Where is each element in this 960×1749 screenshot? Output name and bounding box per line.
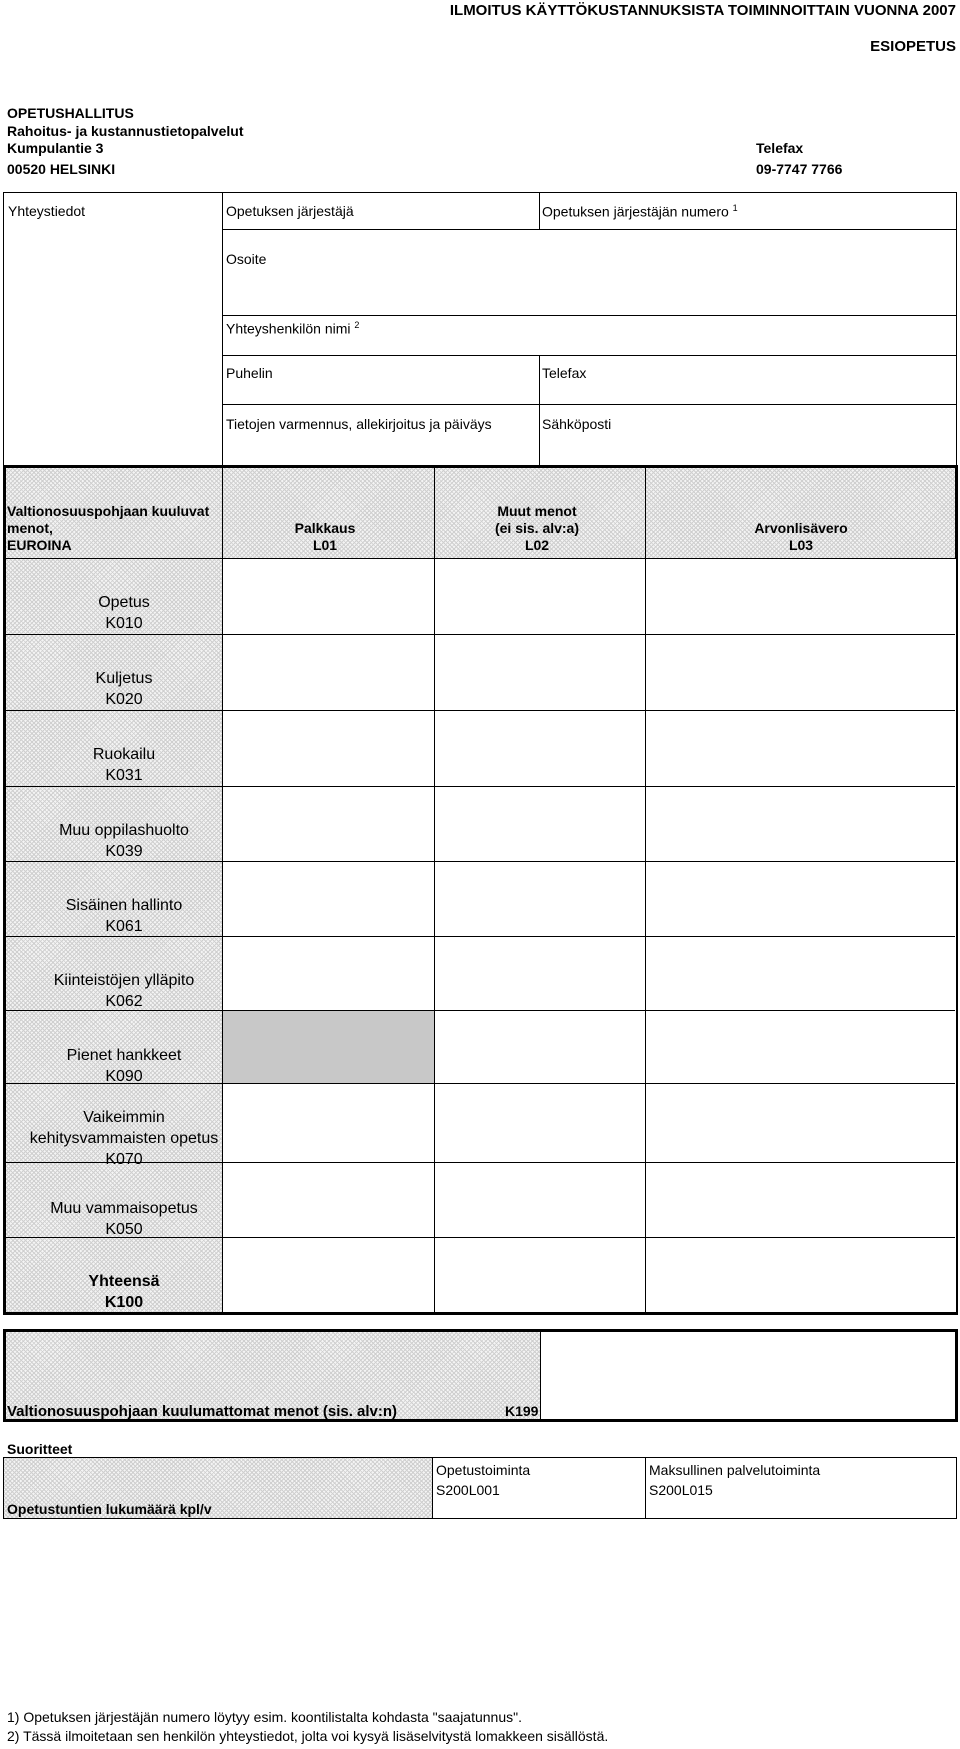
contact-person-field[interactable] [226, 320, 359, 337]
row-vammaisopetus-code: K050 [105, 1221, 143, 1238]
row-yhteensa-code: K100 [104, 1294, 144, 1311]
row-ruokailu-code: K031 [105, 767, 143, 784]
organizer-number-label: Opetuksen järjestäjän numero [542, 203, 729, 220]
row-hallinto [4, 895, 244, 937]
costs-row-header-line3: EUROINA [7, 537, 72, 553]
row-pienet-hankkeet [4, 1045, 244, 1087]
row-opetus-label: Opetus [98, 594, 150, 611]
performance-col-opetustoiminta-code: S200L001 [436, 1482, 500, 1498]
row-ruokailu [4, 744, 244, 786]
cell-k010-l03[interactable] [646, 559, 955, 634]
row-opetus-code: K010 [105, 615, 143, 632]
row-hallinto-code: K061 [105, 918, 143, 935]
contact-section-label: Yhteystiedot [8, 203, 86, 219]
costs-row-header-line2: menot, [7, 520, 53, 536]
col-header-palkkaus-code: L01 [312, 537, 338, 553]
phone-field[interactable]: Puhelin [226, 365, 273, 381]
row-opetus [4, 592, 244, 634]
row-oppilashuolto-label: Muu oppilashuolto [59, 822, 189, 839]
recipient-fax-number: 09-7747 7766 [756, 161, 843, 177]
excluded-costs-label: Valtionosuuspohjaan kuulumattomat menot (sis. alv:n) [7, 1403, 398, 1420]
row-kuljetus-code: K020 [105, 691, 143, 708]
recipient-unit: Rahoitus- ja kustannustietopalvelut [7, 123, 244, 139]
form-subtitle: ESIOPETUS [870, 38, 956, 55]
col-header-palkkaus [222, 520, 428, 554]
col-header-muut-menot-label2: (ei sis. alv:a) [494, 520, 580, 536]
form-title: ILMOITUS KÄYTTÖKUSTANNUKSISTA TOIMINNOITTAIN VUONNA 2007 [449, 2, 956, 19]
footnote-ref-2: 2 [354, 320, 360, 330]
col-header-alv-code: L03 [788, 537, 814, 553]
row-pienet-hankkeet-code: K090 [105, 1068, 143, 1085]
row-pienet-hankkeet-label: Pienet hankkeet [66, 1047, 182, 1064]
row-kuljetus [4, 668, 244, 710]
performance-col-opetustoiminta-label: Opetustoiminta [436, 1462, 531, 1478]
row-kehitysvammaiset [4, 1107, 244, 1170]
row-yhteensa [4, 1271, 244, 1313]
recipient-postal: 00520 HELSINKI [7, 161, 116, 177]
col-header-alv [648, 520, 954, 554]
row-kiinteistot-code: K062 [105, 993, 143, 1010]
row-ruokailu-label: Ruokailu [92, 746, 156, 763]
verification-field[interactable]: Tietojen varmennus, allekirjoitus ja päiväys [226, 416, 492, 432]
excluded-costs-code: K199 [505, 1403, 539, 1419]
performance-section-label: Suoritteet [7, 1441, 73, 1457]
footnote-2: 2) Tässä ilmoitetaan sen henkilön yhteystiedot, jolta voi kysyä lisäselvitystä lomakkeen sisällöstä. [7, 1728, 609, 1744]
row-vammaisopetus-label: Muu vammaisopetus [50, 1200, 198, 1217]
performance-col-opetustoiminta[interactable] [436, 1460, 530, 1500]
col-header-palkkaus-label: Palkkaus [294, 520, 356, 536]
footnote-ref-1: 1 [732, 203, 738, 213]
footnote-1: 1) Opetuksen järjestäjän numero löytyy esim. koontilistalta kohdasta "saajatunnus". [7, 1709, 522, 1725]
row-yhteensa-label: Yhteensä [88, 1273, 160, 1290]
performance-col-maksullinen-code: S200L015 [649, 1482, 713, 1498]
row-kiinteistot [4, 970, 244, 1012]
cell-k010-l01[interactable] [223, 559, 434, 634]
col-header-muut-menot-label1: Muut menot [497, 503, 577, 519]
row-kehitysvammaiset-label2: kehitysvammaisten opetus [29, 1130, 219, 1147]
costs-row-header-line1: Valtionosuuspohjaan kuuluvat [7, 503, 210, 519]
excluded-costs-input[interactable] [541, 1332, 955, 1419]
address-field[interactable]: Osoite [226, 251, 267, 267]
organizer-number-field[interactable] [542, 203, 738, 220]
organizer-field[interactable]: Opetuksen järjestäjä [226, 203, 354, 219]
fax-field[interactable]: Telefax [542, 365, 587, 381]
row-hallinto-label: Sisäinen hallinto [65, 897, 183, 914]
performance-col-maksullinen-label: Maksullinen palvelutoiminta [649, 1462, 821, 1478]
row-kehitysvammaiset-label: Vaikeimmin [83, 1109, 165, 1126]
row-vammaisopetus [4, 1198, 244, 1240]
performance-row-label: Opetustuntien lukumäärä kpl/v [7, 1501, 212, 1517]
row-kehitysvammaiset-code: K070 [105, 1151, 143, 1168]
col-header-alv-label: Arvonlisävero [754, 520, 848, 536]
row-oppilashuolto [4, 820, 244, 862]
col-header-muut-menot-code: L02 [524, 537, 550, 553]
row-oppilashuolto-code: K039 [105, 843, 143, 860]
col-header-muut-menot [434, 503, 640, 554]
recipient-street: Kumpulantie 3 [7, 140, 104, 156]
row-kuljetus-label: Kuljetus [95, 670, 153, 687]
costs-row-header [7, 503, 209, 554]
email-field[interactable]: Sähköposti [542, 416, 612, 432]
cell-k010-l02[interactable] [435, 559, 645, 634]
recipient-fax-label: Telefax [756, 140, 804, 156]
performance-col-maksullinen[interactable] [649, 1460, 820, 1500]
contact-person-label: Yhteyshenkilön nimi [226, 320, 351, 337]
recipient-name: OPETUSHALLITUS [7, 105, 134, 121]
row-kiinteistot-label: Kiinteistöjen ylläpito [53, 972, 195, 989]
